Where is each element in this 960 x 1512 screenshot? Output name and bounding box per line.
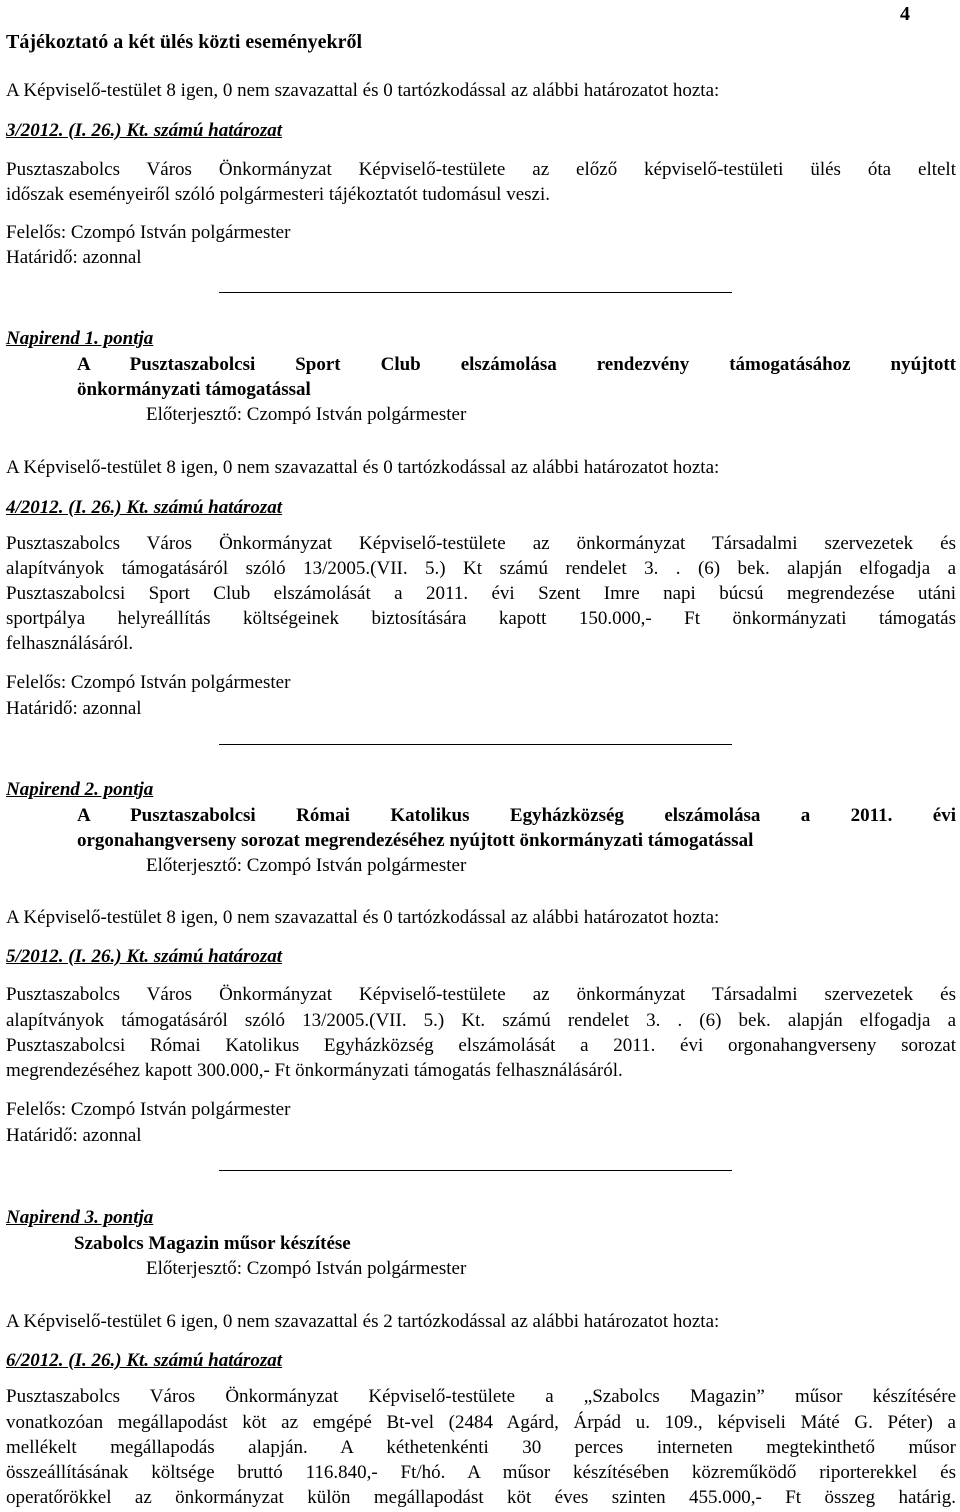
resolution-number: 4/2012. (I. 26.) Kt. számú határozat	[6, 497, 283, 518]
agenda-item-label: Napirend 3. pontja	[6, 1207, 154, 1228]
vote-statement: A Képviselő-testület 8 igen, 0 nem szavazattal és 0 tartózkodással az alábbi határozatot hozta:	[6, 907, 720, 928]
resolution-number: 3/2012. (I. 26.) Kt. számú határozat	[6, 120, 283, 141]
resolution-text-line: sportpálya helyreállítás költségeinek biztosítására kapott 150.000,- Ft önkormányzati támogatás	[6, 608, 956, 629]
page-title: Tájékoztató a két ülés közti eseményekről	[6, 31, 363, 53]
resolution-text-line: időszak eseményeiről szóló polgármesteri tájékoztatót tudomásul veszi.	[6, 184, 550, 205]
resolution-text-line: Pusztaszabolcs Város Önkormányzat Képviselő-testülete az önkormányzat Társadalmi szervezetek és	[6, 533, 956, 554]
agenda-item-label: Napirend 2. pontja	[6, 779, 154, 800]
agenda-item-title-line: A Pusztaszabolcsi Római Katolikus Egyházközség elszámolása a 2011. évi	[77, 805, 956, 826]
responsible-person: Felelős: Czompó István polgármester	[6, 672, 291, 693]
presenter: Előterjesztő: Czompó István polgármester	[146, 855, 467, 876]
resolution-text-line: felhasználásáról.	[6, 633, 134, 654]
presenter: Előterjesztő: Czompó István polgármester	[146, 1258, 467, 1279]
separator-line	[219, 1170, 732, 1171]
vote-statement: A Képviselő-testület 8 igen, 0 nem szavazattal és 0 tartózkodással az alábbi határozatot hozta:	[6, 457, 720, 478]
agenda-item-title-line: orgonahangverseny sorozat megrendezéséhez nyújtott önkormányzati támogatással	[77, 830, 754, 851]
resolution-text-line: összeállításának költsége bruttó 116.840,- Ft/hó. A műsor készítésében közreműködő riporterekkel és	[6, 1462, 956, 1483]
separator-line	[219, 744, 732, 745]
deadline: Határidő: azonnal	[6, 247, 142, 268]
resolution-text-line: alapítványok támogatásáról szóló 13/2005.(VII. 5.) Kt. számú rendelet 3. . (6) bek. alapján elfogadja a	[6, 1010, 956, 1031]
resolution-text-line: operatőrökkel az önkormányzat külön megállapodást köt éves szinten 455.000,- Ft összeg határig.	[6, 1487, 956, 1508]
agenda-item-title-line: önkormányzati támogatással	[77, 379, 311, 400]
presenter: Előterjesztő: Czompó István polgármester	[146, 404, 467, 425]
deadline: Határidő: azonnal	[6, 698, 142, 719]
page-number: 4	[900, 3, 910, 25]
deadline: Határidő: azonnal	[6, 1125, 142, 1146]
resolution-text-line: alapítványok támogatásáról szóló 13/2005.(VII. 5.) Kt számú rendelet 3. . (6) bek. alapján elfogadja a	[6, 558, 956, 579]
resolution-number: 6/2012. (I. 26.) Kt. számú határozat	[6, 1350, 283, 1371]
responsible-person: Felelős: Czompó István polgármester	[6, 222, 291, 243]
resolution-number: 5/2012. (I. 26.) Kt. számú határozat	[6, 946, 283, 967]
separator-line	[219, 292, 732, 293]
agenda-item-title: Szabolcs Magazin műsor készítése	[74, 1233, 351, 1254]
resolution-text-line: mellékelt megállapodás alapján. A kéthetenkénti 30 perces interneten megtekinthető műsor	[6, 1437, 956, 1458]
resolution-text-line: megrendezéséhez kapott 300.000,- Ft önkormányzati támogatás felhasználásáról.	[6, 1060, 623, 1081]
resolution-text-line: Pusztaszabolcs Város Önkormányzat Képviselő-testülete az önkormányzat Társadalmi szervezetek és	[6, 984, 956, 1005]
resolution-text-line: vonatkozóan megállapodást köt az emgépé Bt-vel (2484 Agárd, Árpád u. 109., képviseli Máté G. Péter) a	[6, 1412, 956, 1433]
resolution-text-line: Pusztaszabolcsi Római Katolikus Egyházközség elszámolását a 2011. évi orgonahangverseny sorozat	[6, 1035, 956, 1056]
resolution-text-line: Pusztaszabolcsi Sport Club elszámolását a 2011. évi Szent Imre napi búcsú megrendezése utáni	[6, 583, 956, 604]
agenda-item-title-line: A Pusztaszabolcsi Sport Club elszámolása rendezvény támogatásához nyújtott	[77, 354, 956, 375]
resolution-text-line: Pusztaszabolcs Város Önkormányzat Képviselő-testülete a „Szabolcs Magazin” műsor készítésére	[6, 1386, 956, 1407]
vote-statement: A Képviselő-testület 6 igen, 0 nem szavazattal és 2 tartózkodással az alábbi határozatot hozta:	[6, 1311, 720, 1332]
vote-statement: A Képviselő-testület 8 igen, 0 nem szavazattal és 0 tartózkodással az alábbi határozatot hozta:	[6, 80, 720, 101]
resolution-text-line: Pusztaszabolcs Város Önkormányzat Képviselő-testülete az előző képviselő-testületi ülés óta eltelt	[6, 159, 956, 180]
responsible-person: Felelős: Czompó István polgármester	[6, 1099, 291, 1120]
agenda-item-label: Napirend 1. pontja	[6, 328, 154, 349]
